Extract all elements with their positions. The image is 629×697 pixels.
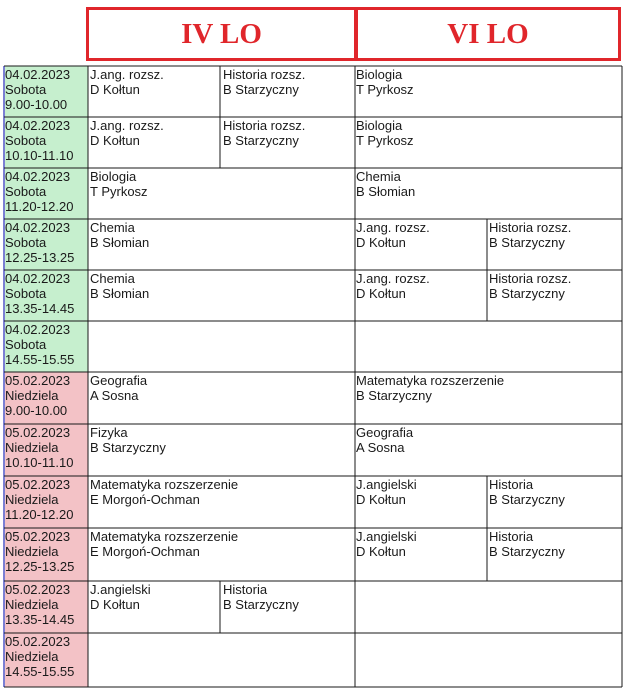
vi-lesson xyxy=(489,271,620,301)
date-cell-line: 04.02.2023 xyxy=(5,220,71,235)
date-cell-line: Sobota xyxy=(5,133,47,148)
vi-lesson-line: B Starzyczny xyxy=(489,492,565,507)
date-cell xyxy=(5,220,74,265)
vi-lesson-line: Biologia xyxy=(356,67,403,82)
date-cell-line: Niedziela xyxy=(5,492,59,507)
iv-lesson-line: Historia rozsz. xyxy=(223,67,306,82)
iv-lesson-line: J.angielski xyxy=(90,582,151,597)
date-cell-line: Niedziela xyxy=(5,388,59,403)
date-cell-line: 05.02.2023 xyxy=(5,373,71,388)
iv-lesson-line: E Morgoń-Ochman xyxy=(90,544,200,559)
iv-lesson-line: Historia rozsz. xyxy=(223,118,306,133)
vi-lesson xyxy=(356,373,620,403)
vi-lesson xyxy=(356,477,485,507)
date-cell xyxy=(5,477,73,522)
date-cell-line: 04.02.2023 xyxy=(5,322,71,337)
vi-lesson xyxy=(356,67,620,97)
vi-lesson xyxy=(489,529,620,559)
date-cell xyxy=(5,582,74,627)
vi-lesson-line: B Słomian xyxy=(356,184,416,199)
date-cell-line: Sobota xyxy=(5,286,47,301)
iv-lesson xyxy=(223,67,353,97)
vi-lesson-line: B Starzyczny xyxy=(489,286,565,301)
date-cell-line: 11.20-12.20 xyxy=(5,507,74,522)
date-cell xyxy=(5,634,74,679)
vi-lesson xyxy=(489,220,620,250)
vi-lesson-line: Historia rozsz. xyxy=(489,220,572,235)
iv-lesson-line: Biologia xyxy=(90,169,137,184)
iv-lesson-line: J.ang. rozsz. xyxy=(90,67,164,82)
date-cell-line: 14.55-15.55 xyxy=(5,664,75,679)
vi-lesson-line: Geografia xyxy=(356,425,414,440)
date-cell-line: 05.02.2023 xyxy=(5,477,71,492)
date-cell xyxy=(5,322,74,367)
vi-lesson xyxy=(489,477,620,507)
date-cell-line: 10.10-11.10 xyxy=(5,148,74,163)
header-vi-lo-label: VI LO xyxy=(447,17,529,50)
vi-lesson-line: J.angielski xyxy=(356,477,417,492)
date-cell-line: 05.02.2023 xyxy=(5,529,71,544)
iv-lesson-line: T Pyrkosz xyxy=(90,184,148,199)
vi-lesson-line: Matematyka rozszerzenie xyxy=(356,373,505,388)
iv-lesson-line: J.ang. rozsz. xyxy=(90,118,164,133)
iv-lesson-line: Matematyka rozszerzenie xyxy=(90,477,239,492)
iv-lesson-line: Fizyka xyxy=(90,425,128,440)
vi-lesson-line: T Pyrkosz xyxy=(356,82,414,97)
date-cell xyxy=(5,529,74,574)
iv-lesson xyxy=(90,67,218,97)
date-cell xyxy=(5,118,73,163)
iv-lesson-line: Matematyka rozszerzenie xyxy=(90,529,239,544)
vi-lesson xyxy=(356,220,485,250)
vi-lesson xyxy=(356,118,620,148)
date-cell-line: 9.00-10.00 xyxy=(5,97,68,112)
iv-lesson-line: E Morgoń-Ochman xyxy=(90,492,200,507)
date-cell-line: 13.35-14.45 xyxy=(5,301,75,316)
date-cell-line: 05.02.2023 xyxy=(5,634,71,649)
date-cell-line: 12.25-13.25 xyxy=(5,559,75,574)
iv-lesson-line: B Starzyczny xyxy=(223,82,299,97)
vi-lesson-line: Historia xyxy=(489,529,534,544)
iv-lesson-line: D Kołtun xyxy=(90,133,140,148)
iv-lesson xyxy=(90,477,353,507)
date-cell-line: 04.02.2023 xyxy=(5,67,71,82)
vi-lesson-line: T Pyrkosz xyxy=(356,133,414,148)
date-cell xyxy=(5,271,74,316)
header-iv-lo-label: IV LO xyxy=(181,17,262,50)
iv-lesson xyxy=(223,118,353,148)
date-cell-line: 9.00-10.00 xyxy=(5,403,68,418)
date-cell-line: Sobota xyxy=(5,82,47,97)
vi-lesson-line: J.angielski xyxy=(356,529,417,544)
date-cell xyxy=(5,425,73,470)
date-cell-line: 14.55-15.55 xyxy=(5,352,75,367)
vi-lesson-line: B Starzyczny xyxy=(489,235,565,250)
iv-lesson-line: Chemia xyxy=(90,271,135,286)
iv-lesson-line: B Starzyczny xyxy=(90,440,166,455)
date-cell-line: Niedziela xyxy=(5,544,59,559)
vi-lesson-line: D Kołtun xyxy=(356,492,406,507)
vi-lesson-line: Chemia xyxy=(356,169,401,184)
vi-lesson-line: D Kołtun xyxy=(356,235,406,250)
iv-lesson-line: Historia xyxy=(223,582,268,597)
vi-lesson-line: Historia rozsz. xyxy=(489,271,572,286)
date-cell-line: Niedziela xyxy=(5,649,59,664)
iv-lesson-line: A Sosna xyxy=(90,388,139,403)
iv-lesson xyxy=(90,425,353,455)
date-cell xyxy=(5,67,70,112)
vi-lesson xyxy=(356,425,620,455)
iv-lesson-line: Chemia xyxy=(90,220,135,235)
vi-lesson-line: J.ang. rozsz. xyxy=(356,220,430,235)
vi-lesson xyxy=(356,529,485,559)
date-cell-line: 13.35-14.45 xyxy=(5,612,75,627)
date-cell-line: Sobota xyxy=(5,235,47,250)
iv-lesson xyxy=(223,582,353,612)
iv-lesson xyxy=(90,529,353,559)
date-cell-line: 04.02.2023 xyxy=(5,169,71,184)
iv-lesson-line: B Słomian xyxy=(90,235,150,250)
iv-lesson-line: B Starzyczny xyxy=(223,133,299,148)
iv-lesson-line: D Kołtun xyxy=(90,82,140,97)
date-cell-line: Niedziela xyxy=(5,440,59,455)
iv-lesson xyxy=(90,169,353,199)
date-cell-line: 12.25-13.25 xyxy=(5,250,75,265)
vi-lesson-line: D Kołtun xyxy=(356,286,406,301)
iv-lesson xyxy=(90,582,218,612)
iv-lesson-line: B Starzyczny xyxy=(223,597,299,612)
iv-lesson-line: Geografia xyxy=(90,373,148,388)
vi-lesson-line: Biologia xyxy=(356,118,403,133)
iv-lesson-line: D Kołtun xyxy=(90,597,140,612)
date-cell-line: 05.02.2023 xyxy=(5,582,71,597)
date-cell-line: 04.02.2023 xyxy=(5,271,71,286)
date-cell-line: 05.02.2023 xyxy=(5,425,71,440)
vi-lesson-line: B Starzyczny xyxy=(489,544,565,559)
iv-lesson xyxy=(90,220,353,250)
date-cell-line: 04.02.2023 xyxy=(5,118,71,133)
iv-lesson xyxy=(90,373,353,403)
date-cell-line: Sobota xyxy=(5,337,47,352)
date-cell-line: Niedziela xyxy=(5,597,59,612)
date-cell-line: Sobota xyxy=(5,184,47,199)
iv-lesson xyxy=(90,118,218,148)
vi-lesson-line: Historia xyxy=(489,477,534,492)
iv-lesson-line: B Słomian xyxy=(90,286,150,301)
vi-lesson xyxy=(356,169,620,199)
vi-lesson-line: B Starzyczny xyxy=(356,388,432,403)
vi-lesson xyxy=(356,271,485,301)
iv-lesson xyxy=(90,271,353,301)
date-cell-line: 10.10-11.10 xyxy=(5,455,74,470)
date-cell xyxy=(5,373,70,418)
date-cell xyxy=(5,169,73,214)
vi-lesson-line: J.ang. rozsz. xyxy=(356,271,430,286)
date-cell-line: 11.20-12.20 xyxy=(5,199,74,214)
vi-lesson-line: A Sosna xyxy=(356,440,405,455)
vi-lesson-line: D Kołtun xyxy=(356,544,406,559)
